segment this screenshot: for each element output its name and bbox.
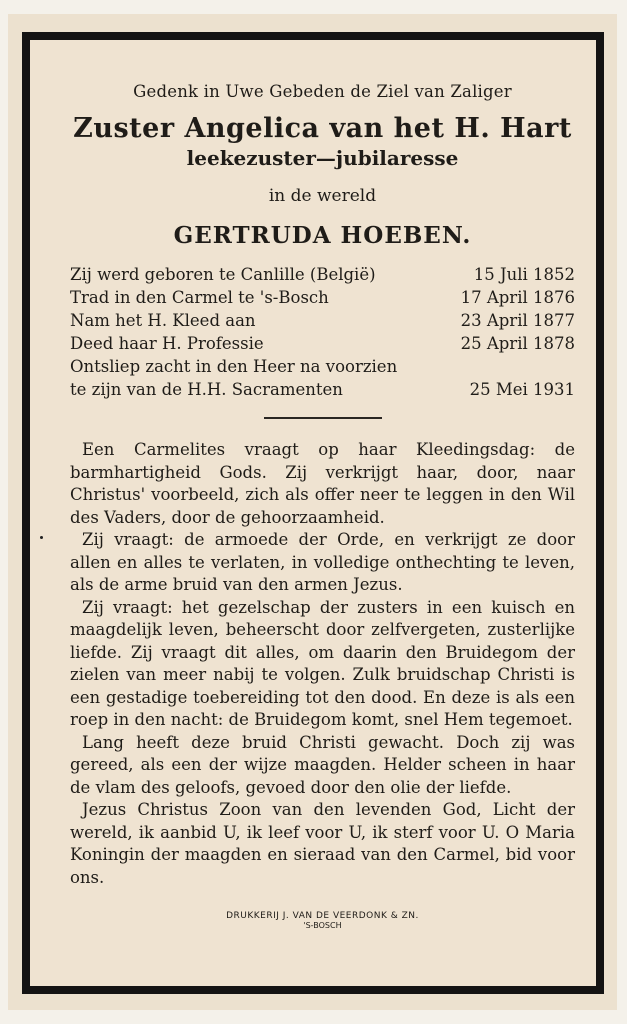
event-row (70, 286, 575, 309)
event-row (70, 355, 575, 378)
card-content (70, 72, 575, 930)
event-row (70, 332, 575, 355)
prayer-paragraph: Jezus Christus Zoon van den levenden God, Licht der wereld, ik aanbid U, ik leef voor U, ik sterf voor U. O Maria Koningin der maagden en sieraad van den Carmel, bid voor ons. (70, 800, 575, 887)
event-text: te zijn van de H.H. Sacramenten (70, 380, 343, 399)
event-row (70, 309, 575, 332)
event-row (70, 263, 575, 286)
event-text: Deed haar H. Professie (70, 334, 264, 353)
printer-city: 'S-BOSCH (303, 921, 342, 930)
prayer-paragraph: Een Carmelites vraagt op haar Kleedingsdag: de barmhartigheid Gods. Zij verkrijgt haar, door, naar Christus' voorbeeld, zich als offer neer te leggen in den Wil des Vaders, door de gehoorzaamheid. (70, 440, 575, 527)
religious-status: leekezuster—jubilaresse (186, 146, 459, 170)
prayer-paragraph: Lang heeft deze bruid Christi gewacht. Doch zij was gereed, als een der wijze maagden. Helder scheen in haar de vlam des geloofs, gevoed door den olie der liefde. (70, 732, 575, 797)
divider-rule (264, 417, 382, 419)
prayer-paragraph: Zij vraagt: het gezelschap der zusters in een kuisch en maagdelijk leven, beheerscht door zelfvergeten, zusterlijke liefde. Zij vraagt dit alles, om daarin den Bruidegom der zielen van meer nabij te volgen. Zulk bruidschap Christi is een gestadige toebereiding tot den dood. En deze is als een roep in den nacht: de Bruidegom komt, snel Hem tegemoet. (70, 597, 575, 729)
event-text: Nam het H. Kleed aan (70, 311, 256, 330)
event-date: 23 April 1877 (460, 311, 575, 330)
prayer-paragraph: Zij vraagt: de armoede der Orde, en verkrijgt ze door allen en alles te verlaten, in volledige onthechting te leven, als de arme bruid van den armen Jezus. (70, 530, 575, 594)
event-text: Zij werd geboren te Canlille (België) (70, 265, 376, 284)
printer-name: DRUKKERIJ J. VAN DE VEERDONK & ZN. (226, 911, 419, 921)
black-border-frame (22, 32, 604, 994)
world-label: in de wereld (268, 186, 377, 206)
event-date: 25 April 1878 (460, 334, 575, 353)
event-row (70, 378, 575, 401)
event-date: 25 Mei 1931 (469, 380, 575, 399)
event-date: 15 Juli 1852 (473, 265, 575, 284)
birth-name: GERTRUDA HOEBEN. (173, 222, 472, 249)
event-text: Ontsliep zacht in den Heer na voorzien (70, 357, 398, 376)
ink-speck (40, 536, 43, 539)
deceased-religious-name: Zuster Angelica van het H. Hart (73, 113, 572, 144)
intro-line: Gedenk in Uwe Gebeden de Ziel van Zaliger (133, 82, 512, 101)
life-events (70, 263, 575, 401)
event-date: 17 April 1876 (460, 288, 575, 307)
memorial-card (8, 14, 617, 1010)
event-text: Trad in den Carmel te 's-Bosch (70, 288, 329, 307)
prayer-text (70, 439, 575, 889)
